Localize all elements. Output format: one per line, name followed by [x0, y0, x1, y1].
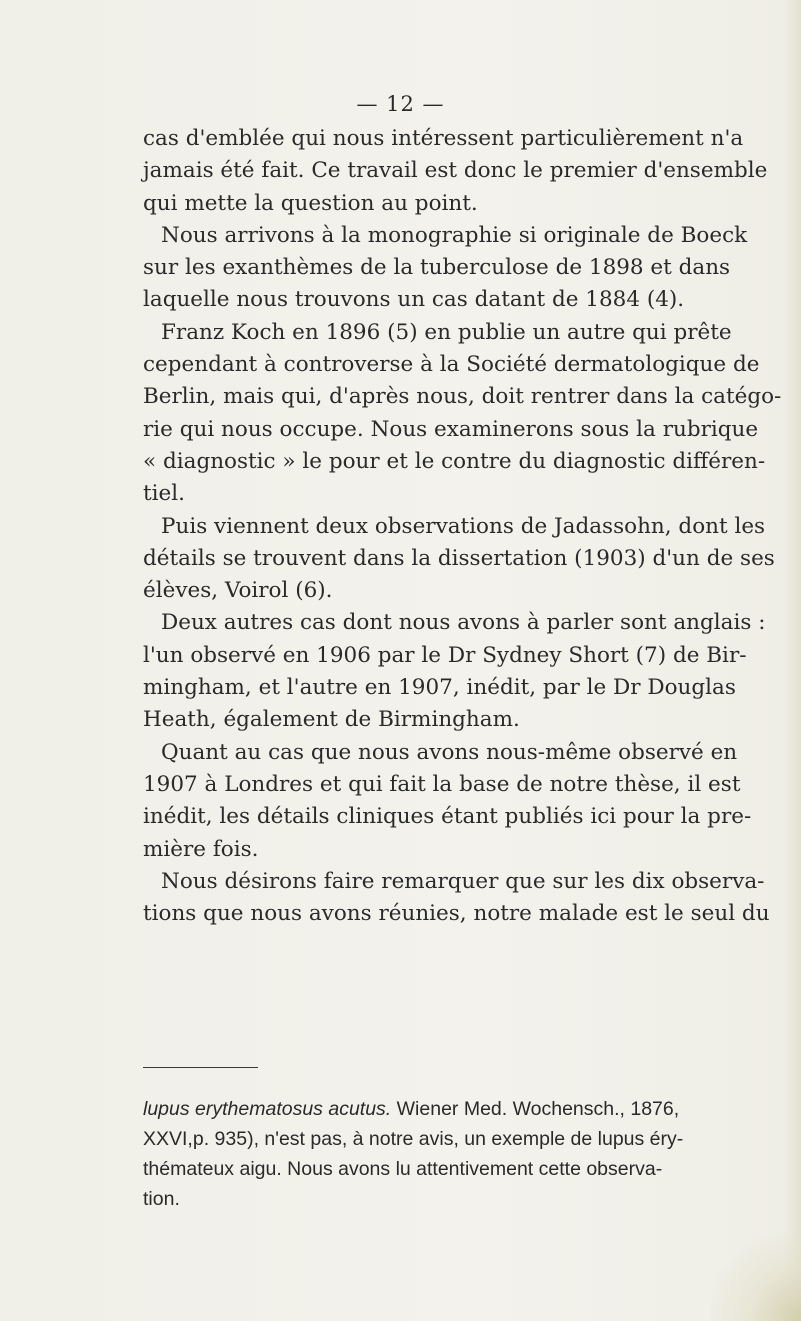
text-line: Berlin, mais qui, d'après nous, doit rentrer dans la catégo- — [143, 384, 782, 410]
text-line: mière fois. — [143, 836, 259, 862]
footnote-line-1-rest: Wiener Med. Wochensch., 1876, — [391, 1098, 680, 1120]
text-line: Nous désirons faire remarquer que sur les dix observa- — [161, 868, 765, 894]
text-line: l'un observé en 1906 par le Dr Sydney Short (7) de Bir- — [143, 642, 747, 668]
text-line: mingham, et l'autre en 1907, inédit, par le Dr Douglas — [143, 675, 736, 701]
footnote — [143, 1094, 684, 1214]
footnote-line-4: tion. — [143, 1188, 180, 1210]
text-line: qui mette la question au point. — [143, 190, 478, 216]
footnote-italic-title: lupus erythematosus acutus. — [143, 1098, 392, 1120]
text-line: jamais été fait. Ce travail est donc le premier d'ensemble — [143, 158, 768, 184]
text-line: tiel. — [143, 481, 185, 507]
page-corner-stain — [711, 1231, 801, 1321]
text-line: Franz Koch en 1896 (5) en publie un autre qui prête — [161, 319, 732, 345]
text-line: élèves, Voirol (6). — [143, 578, 333, 604]
text-line: sur les exanthèmes de la tuberculose de 1898 et dans — [143, 255, 731, 281]
text-line: « diagnostic » le pour et le contre du diagnostic différen- — [143, 448, 766, 474]
footnote-line-1 — [143, 1094, 680, 1124]
text-line: tions que nous avons réunies, notre malade est le seul du — [143, 901, 770, 927]
text-line: 1907 à Londres et qui fait la base de notre thèse, il est — [143, 771, 741, 797]
footnote-line-2: XXVI,p. 935), n'est pas, à notre avis, un exemple de lupus éry- — [143, 1128, 684, 1150]
text-line: Quant au cas que nous avons nous-même observé en — [161, 739, 738, 765]
page-edge-shadow — [783, 0, 801, 1321]
footnote-separator — [143, 1067, 258, 1068]
text-line: Nous arrivons à la monographie si originale de Boeck — [161, 222, 748, 248]
text-line: Puis viennent deux observations de Jadassohn, dont les — [161, 513, 766, 539]
text-line: cas d'emblée qui nous intéressent particulièrement n'a — [143, 126, 744, 151]
text-line: détails se trouvent dans la dissertation (1903) d'un de ses — [143, 545, 775, 571]
text-line: laquelle nous trouvons un cas datant de 1884 (4). — [143, 287, 685, 313]
text-line: inédit, les détails cliniques étant publiés ici pour la pre- — [143, 804, 752, 830]
text-line: cependant à controverse à la Société dermatologique de — [143, 352, 760, 378]
text-line: Deux autres cas dont nous avons à parler sont anglais : — [161, 610, 766, 636]
text-line: Heath, également de Birmingham. — [143, 707, 520, 733]
footnote-line-3: thémateux aigu. Nous avons lu attentivement cette observa- — [143, 1158, 663, 1180]
page-number: — 12 — — [356, 92, 445, 116]
text-line: rie qui nous occupe. Nous examinerons sous la rubrique — [143, 416, 759, 442]
body-text — [143, 123, 782, 930]
